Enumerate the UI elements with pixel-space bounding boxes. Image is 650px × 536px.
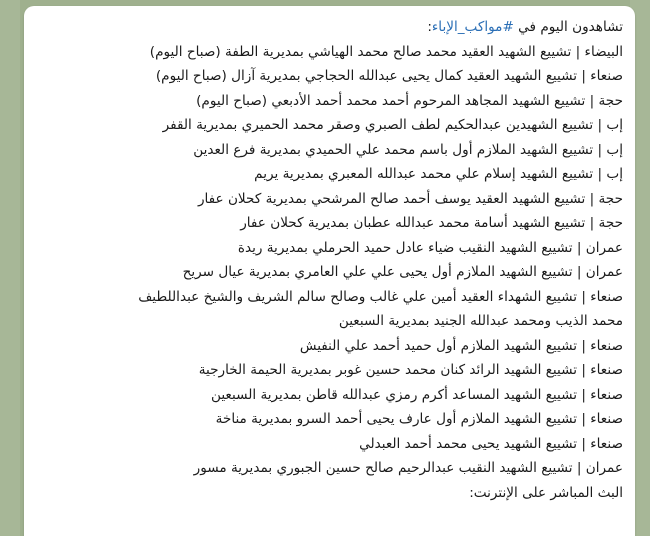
message-line: صنعاء | تشييع الشهيد الملازم أول عارف يحيى أحمد السرو بمديرية مناخة — [215, 411, 623, 427]
chat-background-left — [0, 0, 20, 536]
message-line: حجة | تشييع الشهيد المجاهد المرحوم أحمد محمد أحمد الأدبعي (صباح اليوم) — [196, 92, 623, 109]
message-line: إب | تشييع الشهيدين عبدالحكيم لطف الصبري وصقر محمد الحميري بمديرية القفر — [162, 117, 623, 133]
message-line: صنعاء | تشييع الشهداء العقيد أمين علي غالب وصالح سالم الشريف والشيخ عبداللطيف — [138, 288, 623, 305]
message-line: البث المباشر على الإنترنت: — [469, 484, 623, 501]
intro-suffix: : — [427, 19, 432, 35]
message-line: إب | تشييع الشهيد الملازم أول باسم محمد علي الحميدي بمديرية فرع العدين — [193, 141, 623, 158]
message-line: صنعاء | تشييع الشهيد المساعد أكرم رمزي عبدالله قاطن بمديرية السبعين — [210, 386, 623, 403]
message-line: صنعاء | تشييع الشهيد الملازم أول حميد أحمد علي النفيش — [299, 337, 623, 354]
message-line: إب | تشييع الشهيد إسلام علي محمد عبدالله المعبري بمديرية يريم — [254, 166, 623, 182]
message-bubble — [24, 6, 635, 536]
message-line: صنعاء | تشييع الشهيد العقيد كمال يحيى عبدالله الحجاجي بمديرية آزال (صباح اليوم) — [155, 68, 623, 84]
message-text — [34, 15, 623, 505]
hashtag-link[interactable]: #مواكب_الإباء — [431, 19, 514, 35]
message-line: عمران | تشييع الشهيد النقيب عبدالرحيم صالح حسين الجبوري بمديرية مسور — [193, 460, 623, 476]
message-line: حجة | تشييع الشهيد العقيد يوسف أحمد صالح المرشحي بمديرية كحلان عفار — [197, 190, 623, 207]
message-intro-line — [34, 15, 623, 40]
message-line: عمران | تشييع الشهيد النقيب ضياء عادل حميد الحرملي بمديرية ريدة — [237, 239, 623, 256]
message-line: عمران | تشييع الشهيد الملازم أول يحيى علي علي العامري بمديرية عيال سريح — [182, 264, 623, 280]
intro-prefix: تشاهدون اليوم في — [513, 19, 623, 35]
message-line: صنعاء | تشييع الشهيد يحيى محمد أحمد العبدلي — [359, 435, 623, 452]
message-line: صنعاء | تشييع الشهيد الرائد كنان محمد حسين غوبر بمديرية الحيمة الخارجية — [198, 362, 623, 378]
message-line: حجة | تشييع الشهيد أسامة محمد عبدالله عطبان بمديرية كحلان عفار — [240, 215, 623, 231]
message-line: البيضاء | تشييع الشهيد العقيد محمد صالح محمد الهياشي بمديرية الطفة (صباح اليوم) — [149, 43, 623, 60]
message-line: محمد الذيب ومحمد عبدالله الجنيد بمديرية السبعين — [338, 313, 623, 329]
